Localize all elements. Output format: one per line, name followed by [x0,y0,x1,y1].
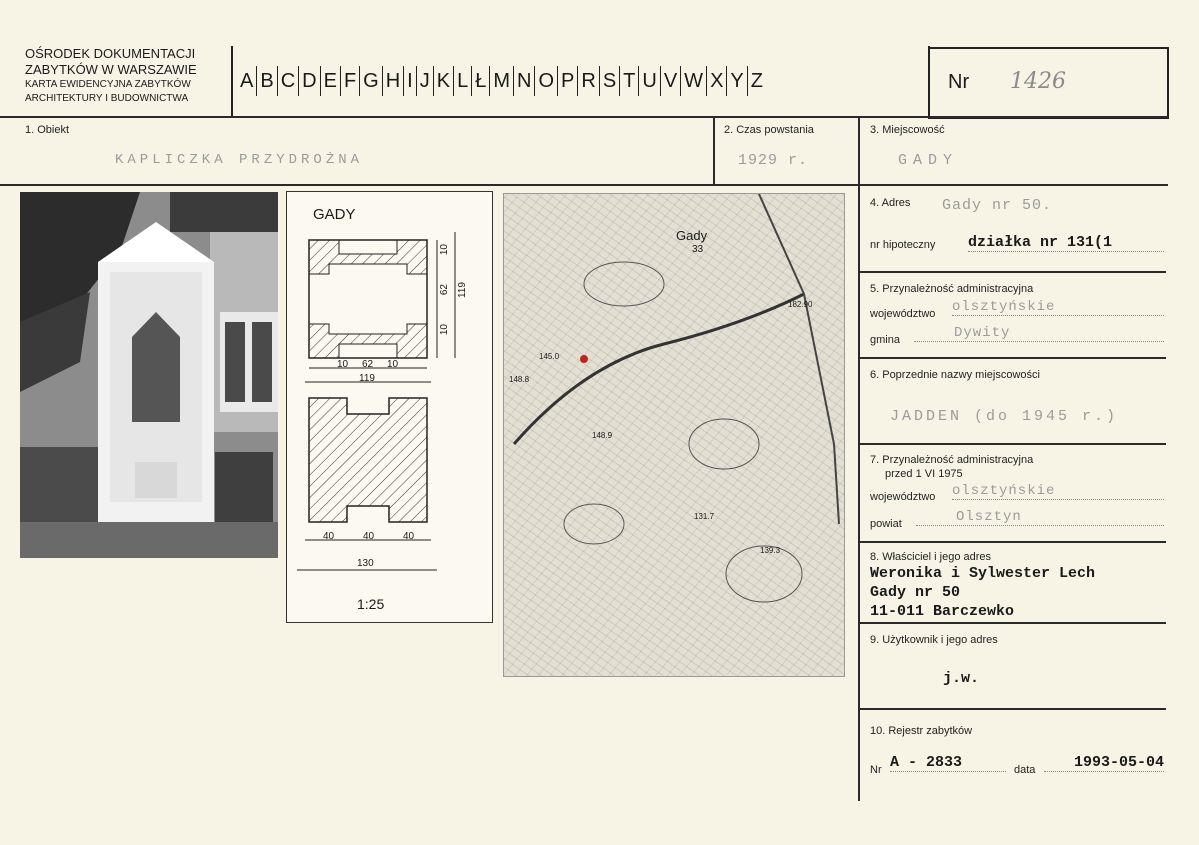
rule-8 [858,622,1166,624]
miejscowosc-label: 3. Miejscowość [870,124,945,136]
dim-130: 130 [357,558,374,569]
wojewodztwo-value: olsztyńskie [952,299,1164,316]
index-letter: D [298,66,319,96]
obiekt-label: 1. Obiekt [25,124,70,136]
card-number-box [928,47,1169,119]
object-photo [20,192,278,558]
gmina-value: Dywity [914,325,1164,342]
index-letter: J [416,66,433,96]
drawing-title: GADY [313,206,356,223]
index-letter: U [638,66,659,96]
index-letter: H [382,66,403,96]
index-letter: Y [726,66,746,96]
institution-block [25,46,197,106]
rejestr-data-value: 1993-05-04 [1044,754,1164,772]
nr-value: 1426 [1010,69,1066,94]
rejestr-nr-label: Nr [870,764,882,776]
powiat-label: powiat [870,518,902,530]
poprzednie-value: JADDEN (do 1945 r.) [890,408,1119,425]
index-letter: M [489,66,513,96]
rule-6 [858,443,1166,445]
index-letter: O [534,66,557,96]
index-letter: P [557,66,577,96]
letter-row [237,66,766,96]
czas-label: 2. Czas powstania [724,124,814,136]
map-spot1: 145.0 [539,352,560,361]
rule-4 [858,271,1166,273]
plan-sketch [287,192,492,622]
rule-7 [858,541,1166,543]
index-letter: R [577,66,598,96]
dim-10b: 10 [439,324,450,336]
czas-value: 1929 r. [738,152,809,169]
rejestr-data-label: data [1014,764,1036,776]
divider-czas [713,116,715,185]
wojewodztwo-label: województwo [870,308,936,320]
index-letter: Z [747,66,766,96]
obiekt-value: KAPLICZKA PRZYDROŻNA [115,152,364,168]
wlasciciel-label: 8. Właściciel i jego adres [870,551,992,563]
index-letter: E [320,66,340,96]
index-letter: G [359,66,382,96]
uzytkownik-label: 9. Użytkownik i jego adres [870,634,998,646]
adres-label: 4. Adres [870,197,911,209]
przynaleznosc75-label-2: przed 1 VI 1975 [885,468,963,480]
dim-10d: 10 [387,359,399,370]
rule-5 [858,357,1166,359]
dim-10a: 10 [439,244,450,256]
index-letter: T [619,66,638,96]
rejestr-nr-value: A - 2833 [890,754,1006,772]
photo-illustration [20,192,278,558]
poprzednie-label: 6. Poprzednie nazwy miejscowości [870,369,1040,381]
index-letter: L [453,66,471,96]
divider-right-column [858,116,860,801]
map-spot4: 182.90 [788,300,813,309]
dim-62-side: 62 [439,284,450,296]
wlasciciel-line2: Gady nr 50 [870,584,961,601]
map-sketch [504,194,844,676]
index-letter: K [433,66,453,96]
powiat-value: Olsztyn [916,509,1164,526]
wojewodztwo75-label: województwo [870,491,936,503]
index-letter: B [256,66,276,96]
wlasciciel-line3: 11-011 Barczewko [870,603,1015,620]
map-spot2: 148.8 [509,375,530,384]
dim-62-bottom: 62 [362,359,374,370]
index-letter: W [680,66,706,96]
institution-line1: OŚRODEK DOKUMENTACJI [25,46,196,61]
card-line1: KARTA EWIDENCYJNA ZABYTKÓW [25,79,191,90]
rule-header [0,116,1168,118]
dim-119-side: 119 [457,282,468,298]
map-spot6: 139.3 [760,546,781,555]
index-letter: A [240,70,254,92]
miejscowosc-value: GADY [898,152,959,169]
dim-40b: 40 [363,531,375,542]
scale-label: 1:25 [357,596,385,612]
wojewodztwo75-value: olsztyńskie [952,483,1164,500]
map-spot3: 148.9 [592,431,613,440]
wlasciciel-line1: Weronika i Sylwester Lech [870,565,1096,582]
rejestr-label: 10. Rejestr zabytków [870,725,973,737]
institution-line2: ZABYTKÓW W WARSZAWIE [25,62,197,77]
dim-40a: 40 [323,531,335,542]
index-letter: C [277,66,298,96]
index-letter: N [513,66,534,96]
location-map [503,193,845,677]
dim-119-bottom: 119 [359,373,375,384]
card-line2: ARCHITEKTURY I BUDOWNICTWA [25,93,189,104]
dim-40c: 40 [403,531,415,542]
przynaleznosc75-label-1: 7. Przynależność administracyjna [870,454,1034,466]
measured-drawing [286,191,493,623]
rule-9 [858,708,1166,710]
map-spot5: 131.7 [694,512,715,521]
rule-row1 [0,184,1168,186]
map-place-num: 33 [692,244,704,255]
hipoteczny-label: nr hipoteczny [870,239,936,251]
index-letter: V [660,66,680,96]
map-place: Gady [676,228,708,243]
dim-10c: 10 [337,359,349,370]
gmina-label: gmina [870,334,900,346]
alphabet-index [231,46,930,116]
index-letter: Ł [471,66,489,96]
uzytkownik-value: j.w. [943,670,980,687]
index-letter: I [403,66,416,96]
index-letter: S [599,66,619,96]
adres-value: Gady nr 50. [942,197,1053,214]
hipoteczny-value: działka nr 131(1 [968,234,1164,252]
index-letter: F [340,66,359,96]
nr-label: Nr [948,71,970,93]
przynaleznosc-label: 5. Przynależność administracyjna [870,283,1034,295]
index-letter: X [706,66,726,96]
